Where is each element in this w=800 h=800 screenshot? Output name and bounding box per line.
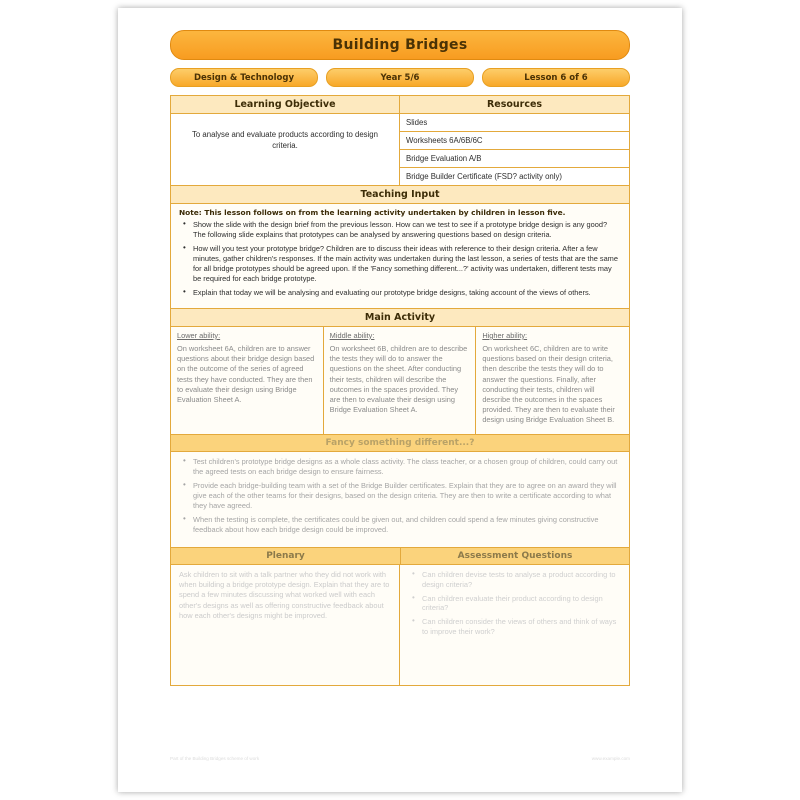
list-item: Bridge Evaluation A/B <box>400 150 629 168</box>
teaching-input-bullets <box>179 220 621 298</box>
year-group-pill <box>326 68 474 87</box>
list-item: • Provide each bridge-building team with a set of the Bridge Builder certificates. Explain that they are to agree on an award they will give each of the other teams for their designs, based on the design criteria. They are then to write a certificate according to what they have agreed. <box>193 481 621 511</box>
assessment-questions-heading: Assessment Questions <box>400 548 630 565</box>
assessment-questions-cell <box>400 565 629 685</box>
fancy-something-different-body <box>170 452 630 548</box>
fancy-something-different-bullets <box>179 457 621 535</box>
sheet-content <box>170 30 630 686</box>
learning-objective-text: To analyse and evaluate products according to design criteria. <box>192 130 378 150</box>
list-item: • Can children evaluate their product according to design criteria? <box>422 594 621 614</box>
page-title: Building Bridges <box>332 37 468 53</box>
plenary-text: Ask children to sit with a talk partner who they did not work with when building a bridge prototype design. Explain that they are to spend a few minutes discussing what worked well with each other's designs as well as offering constructive feedback about how each other's designs might be improved. <box>179 569 390 620</box>
year-group-pill-label: Year 5/6 <box>380 72 420 83</box>
document-title-banner <box>170 30 630 60</box>
higher-ability-text: On worksheet 6C, children are to write questions based on their design criteria, then describe the tests they will do to answer the questions. Finally, after conducting their tests, children will describe the outcomes in the spaces provided. They are then to evaluate their design using Bridge Evaluation Sheet B. <box>482 343 615 425</box>
list-item: • Can children devise tests to analyse a product according to design criteria? <box>422 570 621 590</box>
footer-left-text: Part of the Building Bridges scheme of work <box>170 756 260 761</box>
main-activity-columns <box>170 327 630 435</box>
list-item: Worksheets 6A/6B/6C <box>400 132 629 150</box>
meta-pill-row <box>170 68 630 87</box>
objective-resources-body-row <box>170 113 630 186</box>
middle-ability-text: On worksheet 6B, children are to describe the tests they will do to answer the questions on the sheet. After conducting their tests, children will describe the outcomes in the spaces provided. They are then to evaluate their design using Bridge Evaluation Sheet A. <box>329 343 468 415</box>
plenary-assessment-body-row <box>170 565 630 686</box>
fancy-something-different-heading: Fancy something different...? <box>170 435 630 452</box>
main-activity-heading: Main Activity <box>170 309 630 327</box>
plenary-assessment-header-row <box>170 548 630 565</box>
list-item: • When the testing is complete, the certificates could be given out, and children could spend a few minutes giving constructive feedback about how each bridge design could be improved. <box>193 515 621 535</box>
list-item: • How will you test your prototype bridge? Children are to discuss their ideas with reference to their design criteria. After a few minutes, gather children's responses. If the main activity was undertaken during the last lesson, a series of tests that are the same for all bridge prototypes should be agreed upon. If the 'Fancy something different...?' activity was undertaken, different tests may be required for each bridge prototype. <box>193 244 621 284</box>
learning-objective-heading: Learning Objective <box>171 96 400 113</box>
lesson-number-pill-label: Lesson 6 of 6 <box>524 72 588 83</box>
lower-ability-text: On worksheet 6A, children are to answer questions about their bridge design based on the outcome of the series of agreed tests they have conducted. They are then to evaluate their design using Bridge Evaluation Sheet A. <box>177 343 315 404</box>
resources-heading: Resources <box>400 96 629 113</box>
main-activity-lower-ability <box>171 327 324 434</box>
middle-ability-title: Middle ability: <box>329 330 375 340</box>
list-item: Slides <box>400 114 629 132</box>
lesson-number-pill <box>482 68 630 87</box>
footer-right-text: www.example.com <box>591 756 630 761</box>
list-item: • Show the slide with the design brief from the previous lesson. How can we test to see if a prototype bridge design is any good? The following slide explains that prototypes can be analysed by answering questions based on design criteria. <box>193 220 621 240</box>
subject-pill <box>170 68 318 87</box>
assessment-questions-bullets <box>408 570 621 638</box>
lesson-plan-sheet <box>118 8 682 792</box>
main-activity-middle-ability <box>324 327 477 434</box>
list-item: Bridge Builder Certificate (FSD? activity only) <box>406 172 562 181</box>
plenary-heading: Plenary <box>170 548 400 565</box>
teaching-input-body <box>170 204 630 309</box>
main-activity-higher-ability <box>476 327 629 434</box>
objective-resources-header-row <box>170 95 630 113</box>
plenary-cell <box>171 565 400 685</box>
lower-ability-title: Lower ability: <box>177 330 221 340</box>
subject-pill-label: Design & Technology <box>193 72 295 83</box>
teaching-input-heading: Teaching Input <box>170 186 630 204</box>
resources-cell <box>400 114 629 185</box>
higher-ability-title: Higher ability: <box>482 330 528 340</box>
teaching-input-note: Note: This lesson follows on from the learning activity undertaken by children in lesson five. <box>179 208 566 217</box>
page-footer <box>170 756 630 761</box>
list-item: • Explain that today we will be analysing and evaluating our prototype bridge designs, taking account of the views of others. <box>193 288 621 298</box>
list-item: • Can children consider the views of others and think of ways to improve their work? <box>422 617 621 637</box>
learning-objective-cell <box>171 114 400 185</box>
list-item: • Test children's prototype bridge designs as a whole class activity. The class teacher, or a chosen group of children, could carry out the agreed tests on each bridge design to ensure fairness. <box>193 457 621 477</box>
